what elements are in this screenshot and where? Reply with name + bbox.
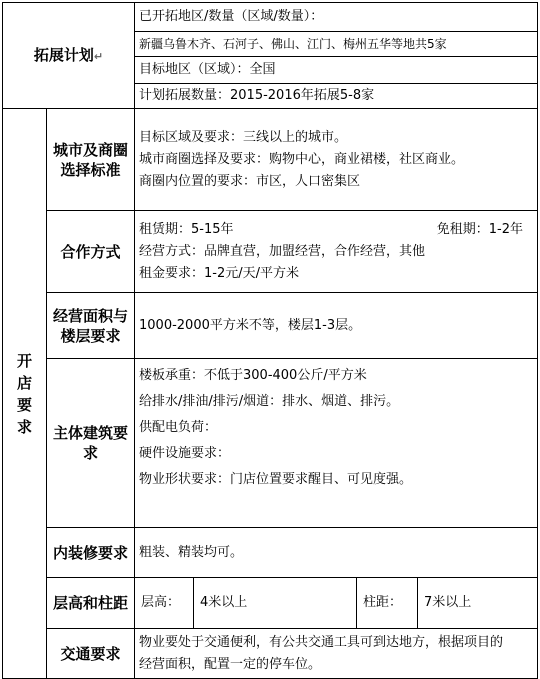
store-header-char-2: 店 [16,373,32,392]
coop-rent: 租金要求：1-2元/天/平方米 [139,265,300,281]
height-header-cell [47,578,135,629]
traffic-header-cell [47,629,135,679]
requirements-table [2,2,538,679]
city-line-2: 城市商圈选择及要求：购物中心，商业裙楼，社区商业。 [139,151,465,167]
expansion-line-3-cell [135,57,538,84]
building-line-1: 楼板承重：不低于300-400公斤/平方米 [139,368,367,383]
expansion-line-4-cell [135,84,538,109]
height-label: 层高： [135,578,194,628]
coop-lease-row [139,219,533,241]
building-line-5: 物业形状要求：门店位置要求醒目、可见度强。 [139,472,413,487]
traffic-content [135,629,538,679]
city-header-cell [47,109,135,211]
building-line-2: 给排水/排油/排污/烟道：排水、烟道、排污。 [139,394,400,409]
expansion-header: 拓展计划 [33,45,94,64]
column-spacing-value: 7米以上 [424,595,472,610]
height-content [135,578,538,629]
building-line-3: 供配电负荷： [139,420,218,435]
expansion-line-3: 目标地区（区域）：全国 [139,62,276,77]
city-content [135,109,538,211]
expansion-line-4: 计划拓展数量：2015-2016年拓展5-8家 [139,88,375,103]
coop-lease: 租赁期：5-15年 [139,221,234,237]
coop-header-cell [47,211,135,293]
building-header: 主体建筑要求 [53,424,129,462]
area-content [135,293,538,359]
height-value: 4米以上 [194,578,357,628]
city-line-3: 商圈内位置的要求：市区，人口密集区 [139,173,361,189]
building-line-4: 硬件设施要求： [139,446,231,461]
city-line-1: 目标区域及要求：三线以上的城市。 [139,129,348,145]
building-content [135,359,538,528]
expansion-line-2: 新疆乌鲁木齐、石河子、佛山、江门、梅州五华等地共5家 [139,37,447,51]
coop-mode: 经营方式：品牌直营，加盟经营，合作经营，其他 [139,243,426,259]
area-header: 经营面积与楼层要求 [53,306,129,345]
coop-content [135,211,538,293]
expansion-header-cell [3,3,135,109]
coop-header: 合作方式 [60,242,121,261]
expansion-line-2-cell [135,32,538,57]
store-header-char-4: 求 [16,417,32,436]
coop-free: 免租期：1-2年 [436,221,523,237]
column-spacing-label: 柱距： [357,578,418,628]
area-header-cell [47,293,135,359]
area-text: 1000-2000平方米不等，楼层1-3层。 [139,317,362,333]
paragraph-mark: ↵ [93,49,104,63]
height-header: 层高和柱距 [53,594,129,612]
traffic-line-1: 物业要处于交通便利，有公共交通工具可到达地方，根据项目的 [139,634,504,650]
building-header-cell [47,359,135,528]
store-header-char-3: 要 [16,395,32,414]
expansion-line-1: 已开拓地区/数量（区域/数量）： [139,9,324,24]
decor-header-cell [47,528,135,578]
traffic-header: 交通要求 [60,644,121,663]
traffic-line-2: 经营面积，配置一定的停车位。 [139,656,322,672]
decor-header: 内装修要求 [53,543,129,562]
decor-content [135,528,538,578]
height-grid [135,578,537,628]
city-header: 城市及商圈选择标准 [53,140,129,179]
store-header-char-1: 开 [16,351,32,370]
store-requirements-header [3,109,47,679]
decor-text: 粗装、精装均可。 [139,544,244,560]
expansion-line-1-cell [135,3,538,32]
